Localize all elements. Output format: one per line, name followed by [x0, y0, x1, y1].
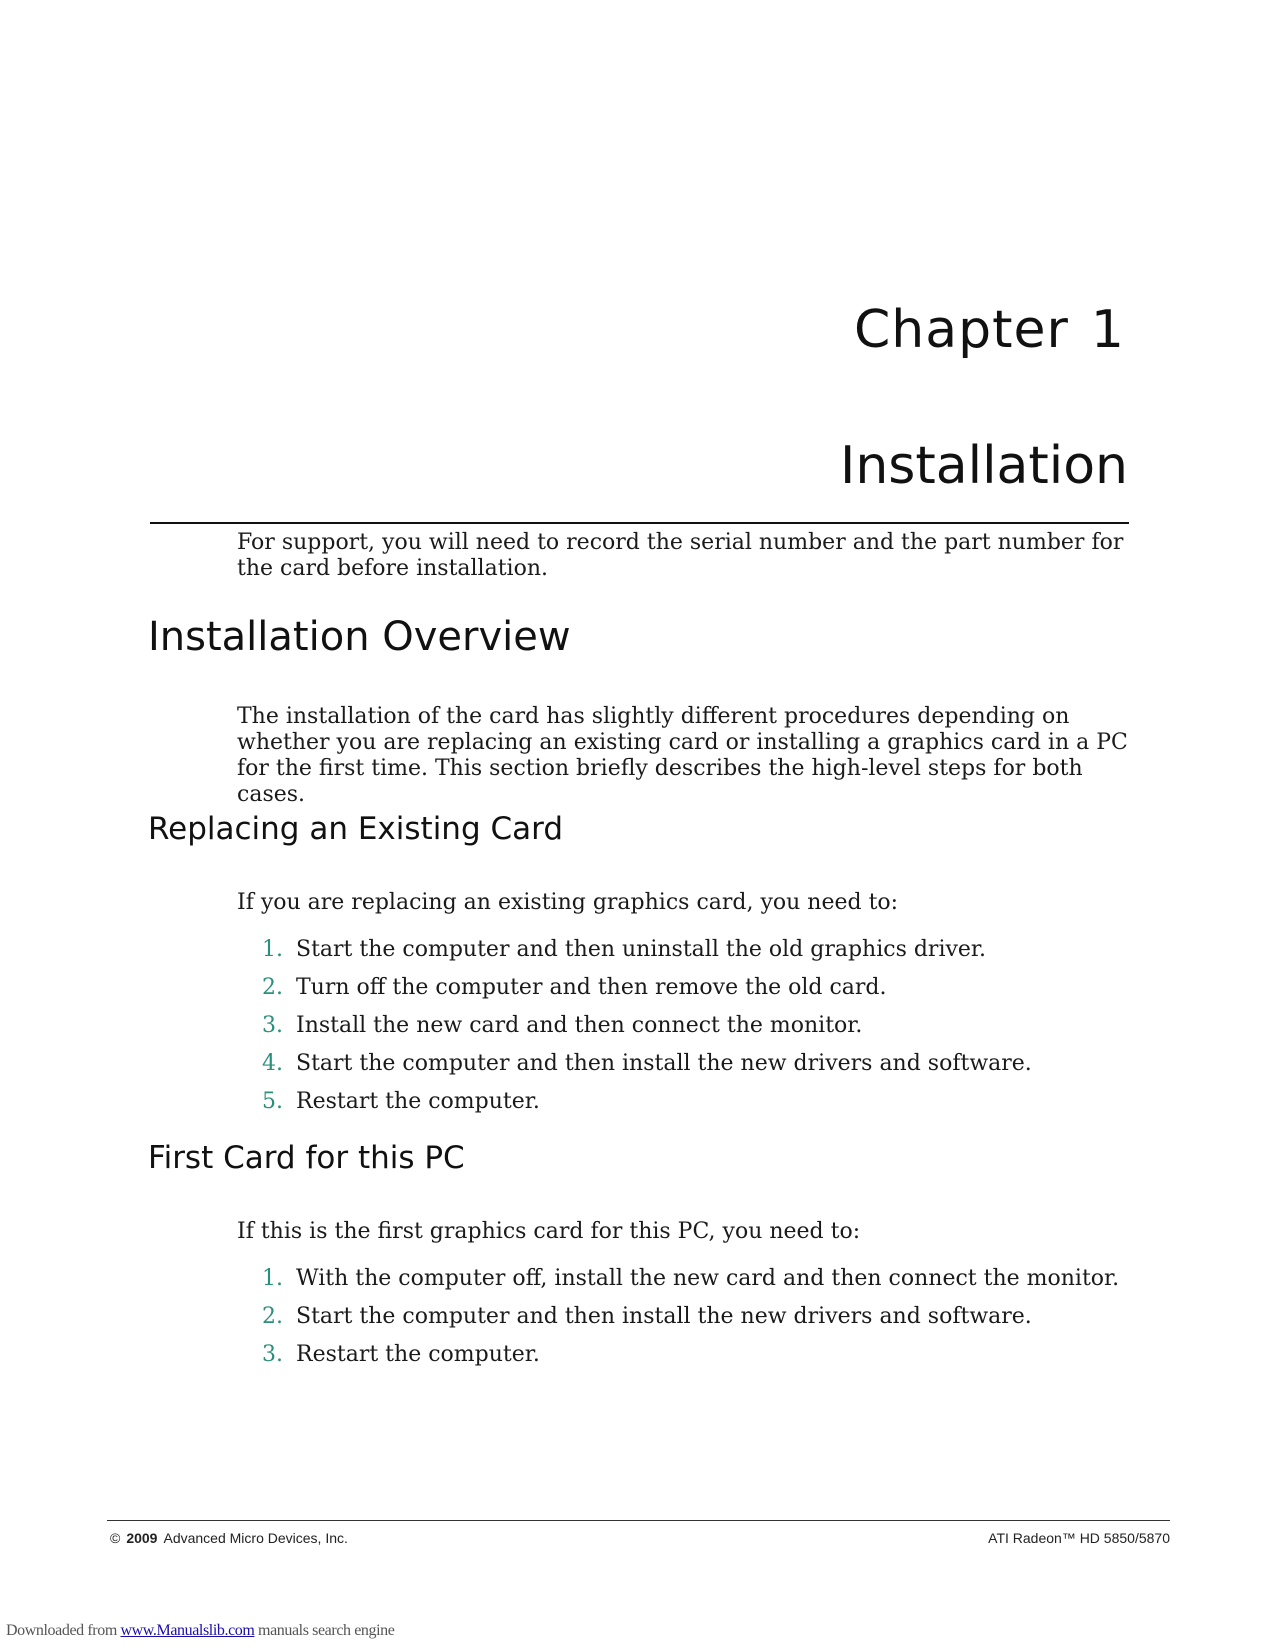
- overview-paragraph: The installation of the card has slightly different procedures depending on whether you are replacing an existing card or installing a graphics card in a PC for the first time. This section briefly describes the high-level steps for both cases.: [237, 704, 1128, 807]
- step-number: 1.: [262, 937, 283, 962]
- download-suffix: manuals search engine: [254, 1622, 395, 1639]
- replacing-steps: [262, 937, 1032, 1127]
- chapter-number: 1: [1090, 300, 1125, 360]
- list-item: [262, 1266, 1119, 1304]
- list-item: [262, 937, 1032, 975]
- footer-divider: [107, 1520, 1170, 1521]
- first-card-steps: [262, 1266, 1119, 1380]
- step-text: Start the computer and then uninstall the old graphics driver.: [296, 937, 987, 962]
- list-item: [262, 1089, 1032, 1127]
- step-number: 2.: [262, 975, 283, 1000]
- list-item: [262, 1013, 1032, 1051]
- step-number: 1.: [262, 1266, 283, 1291]
- chapter-title: Installation: [839, 436, 1128, 496]
- download-attribution: [6, 1622, 394, 1640]
- manualslib-link[interactable]: www.Manualslib.com: [120, 1622, 255, 1639]
- footer-product: ATI Radeon™ HD 5850/5870: [988, 1530, 1170, 1546]
- step-text: Restart the computer.: [296, 1342, 540, 1367]
- chapter-label: [854, 300, 1125, 360]
- first-card-intro: If this is the first graphics card for this PC, you need to:: [237, 1219, 861, 1244]
- step-number: 4.: [262, 1051, 283, 1076]
- list-item: [262, 1342, 1119, 1380]
- first-card-heading: First Card for this PC: [148, 1140, 465, 1176]
- replacing-heading: Replacing an Existing Card: [148, 811, 564, 847]
- list-item: [262, 1051, 1032, 1089]
- chapter-word: Chapter: [854, 300, 1069, 360]
- step-text: With the computer off, install the new card and then connect the monitor.: [296, 1266, 1120, 1291]
- step-text: Start the computer and then install the new drivers and software.: [296, 1051, 1032, 1076]
- step-text: Restart the computer.: [296, 1089, 540, 1114]
- copyright-year: 2009: [126, 1530, 158, 1546]
- list-item: [262, 1304, 1119, 1342]
- copyright-icon: ©: [110, 1530, 121, 1546]
- step-text: Install the new card and then connect the monitor.: [296, 1013, 863, 1038]
- step-number: 3.: [262, 1013, 283, 1038]
- title-divider: [150, 522, 1129, 524]
- step-number: 2.: [262, 1304, 283, 1329]
- step-number: 3.: [262, 1342, 283, 1367]
- overview-heading: Installation Overview: [148, 614, 571, 660]
- step-number: 5.: [262, 1089, 283, 1114]
- company-name: Advanced Micro Devices, Inc.: [163, 1530, 348, 1546]
- step-text: Start the computer and then install the new drivers and software.: [296, 1304, 1032, 1329]
- step-text: Turn off the computer and then remove the old card.: [296, 975, 887, 1000]
- replacing-intro: If you are replacing an existing graphics card, you need to:: [237, 890, 899, 915]
- download-prefix: Downloaded from: [6, 1622, 121, 1639]
- footer-copyright: [110, 1530, 348, 1546]
- intro-paragraph: For support, you will need to record the serial number and the part number for the card before installation.: [237, 530, 1124, 581]
- list-item: [262, 975, 1032, 1013]
